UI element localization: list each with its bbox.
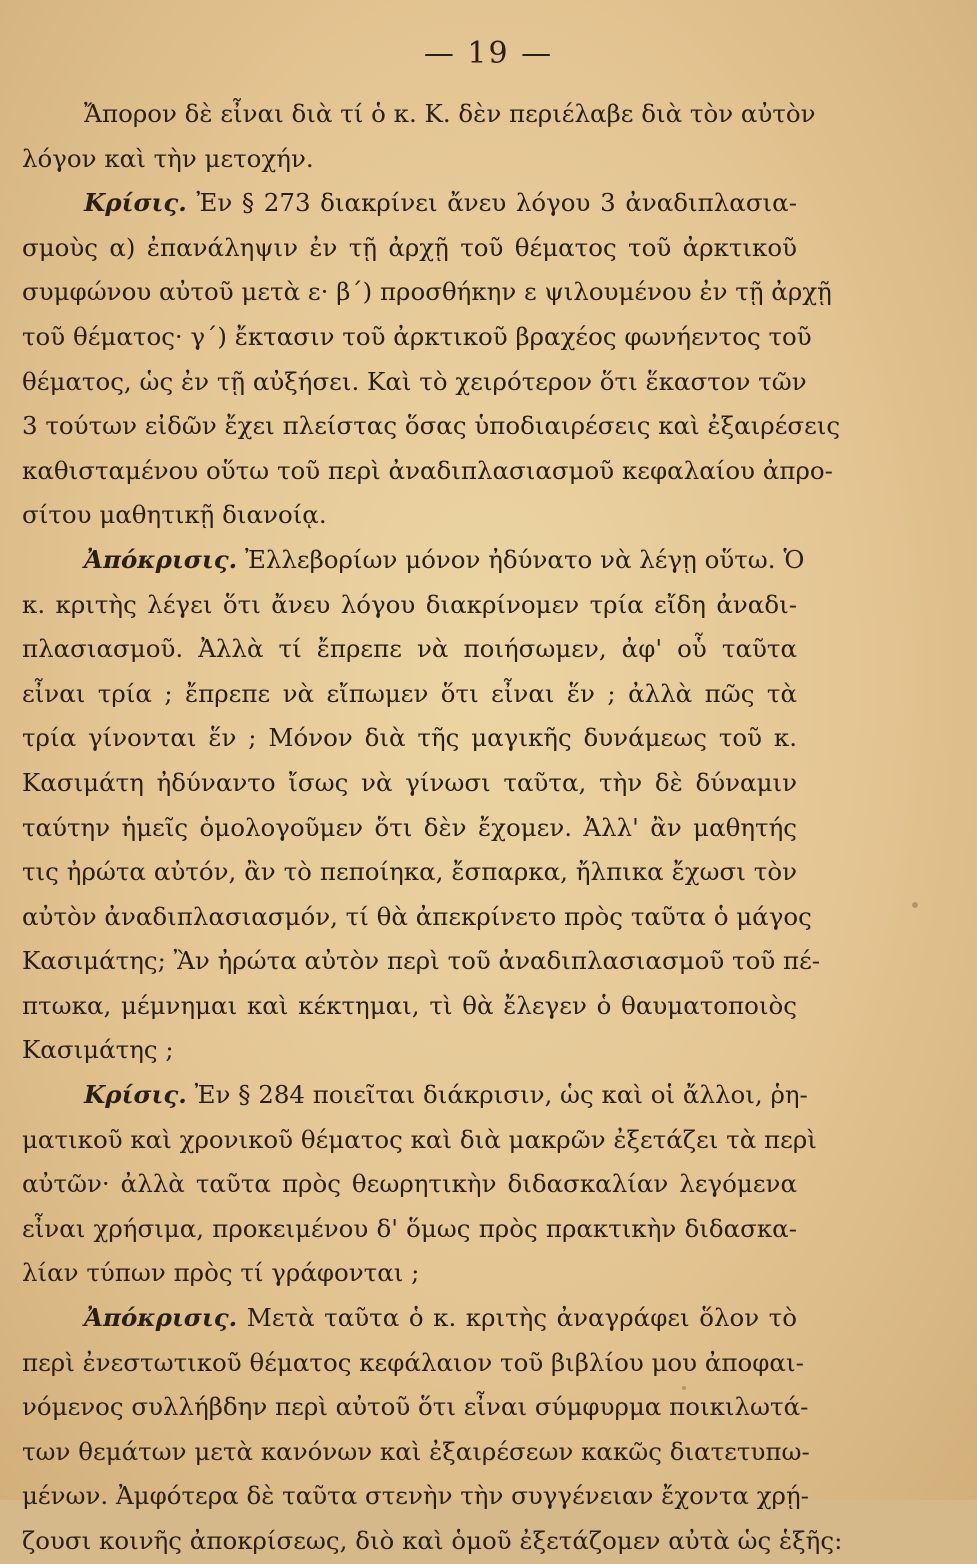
- line-text: λίαν τύπων πρὸς τί γράφονται ;: [22, 1258, 420, 1288]
- text-line: [22, 761, 797, 806]
- line-text: Ἐν § 273 διακρίνει ἄνευ λόγου 3 ἀναδιπλασια-: [196, 188, 797, 218]
- text-line: [22, 895, 812, 940]
- line-text: τοῦ θέματος· γ΄) ἔκτασιν τοῦ ἀρκτικοῦ βραχέος φωνήεντος τοῦ: [22, 321, 812, 351]
- text-line: [22, 493, 797, 538]
- text-line: [22, 1341, 804, 1386]
- text-line: [22, 1430, 810, 1475]
- line-text: νόμενος συλλήβδην περὶ αὐτοῦ ὅτι εἶναι σύμφυρμα ποικιλωτά-: [22, 1392, 809, 1422]
- paragraph: [22, 1073, 817, 1296]
- line-text: Κασιμάτης ;: [22, 1035, 174, 1065]
- text-line: [22, 270, 832, 315]
- line-text: Ἐλλεβορίων μόνον ἠδύνατο νὰ λέγῃ οὕτω. Ὁ: [244, 544, 805, 574]
- line-text: αὐτὸν ἀναδιπλασιασμόν, τί θὰ ἀπεκρίνετο πρὸς ταῦτα ὁ μάγος: [22, 901, 812, 931]
- line-text: κ. κριτὴς λέγει ὅτι ἄνευ λόγου διακρίνομεν τρία εἴδη ἀναδι-: [22, 589, 797, 619]
- line-text: τις ἠρώτα αὐτόν, ἂν τὸ πεποίηκα, ἔσπαρκα, ἤλπικα ἔχωσι τὸν: [22, 857, 797, 887]
- page-number: — 19 —: [423, 36, 554, 71]
- line-text: τρία γίνονται ἕν ; Μόνον διὰ τῆς μαγικῆς δυνάμεως τοῦ κ.: [22, 723, 797, 753]
- line-text: εἶναι τρία ; ἔπρεπε νὰ εἴπωμεν ὅτι εἶναι ἕν ; ἀλλὰ πῶς τὰ: [22, 678, 797, 708]
- text-line: [22, 1028, 797, 1073]
- line-text: Μετὰ ταῦτα ὁ κ. κριτὴς ἀναγράφει ὅλον τὸ: [246, 1303, 797, 1333]
- paragraph: [22, 92, 816, 181]
- text-line: [22, 137, 797, 182]
- line-text: ματικοῦ καὶ χρονικοῦ θέματος καὶ διὰ μακρῶν ἐξετάζει τὰ περὶ: [22, 1124, 817, 1154]
- text-line: [22, 1474, 809, 1519]
- line-text: πλασιασμοῦ. Ἀλλὰ τί ἔπρεπε νὰ ποιήσωμεν, ἀφ' οὗ ταῦτα: [22, 634, 797, 664]
- section-label: Ἀπόκρισις.: [84, 1303, 238, 1333]
- text-line: [22, 583, 797, 628]
- paragraph: [22, 1296, 843, 1564]
- line-text: Κασιμάτη ἠδύναντο ἴσως νὰ γίνωσι ταῦτα, τὴν δὲ δύναμιν: [22, 767, 797, 797]
- text-line: [22, 1073, 808, 1118]
- text-line: [22, 1251, 797, 1296]
- text-line: [22, 850, 797, 895]
- text-line: [22, 226, 797, 271]
- section-label: Ἀπόκρισις.: [84, 544, 238, 574]
- line-text: καθισταμένου οὕτω τοῦ περὶ ἀναδιπλασιασμοῦ κεφαλαίου ἀπρο-: [22, 455, 833, 485]
- paper-speck: [682, 1386, 686, 1390]
- text-line: [22, 806, 797, 851]
- paper-speck: [912, 902, 918, 908]
- line-text: μένων. Ἀμφότερα δὲ ταῦτα στενὴν τὴν συγγένειαν ἔχοντα χρῄ-: [22, 1481, 809, 1511]
- line-text: πτωκα, μέμνημαι καὶ κέκτημαι, τὶ θὰ ἔλεγεν ὁ θαυματοποιὸς: [22, 990, 797, 1020]
- text-line: [22, 1385, 809, 1430]
- line-text: σμοὺς α) ἐπανάληψιν ἐν τῇ ἀρχῇ τοῦ θέματος τοῦ ἀρκτικοῦ: [22, 232, 797, 262]
- line-text: ταύτην ἡμεῖς ὁμολογοῦμεν ὅτι δὲν ἔχομεν. Ἀλλ' ἂν μαθητής: [22, 812, 797, 842]
- text-line: [22, 627, 797, 672]
- paragraph: [22, 538, 821, 1073]
- text-line: [22, 716, 797, 761]
- line-text: Ἐν § 284 ποιεῖται διάκρισιν, ὡς καὶ οἱ ἄλλοι, ῥη-: [194, 1080, 808, 1110]
- line-text: συμφώνου αὐτοῦ μετὰ ε· β΄) προσθήκην ε ψιλουμένου ἐν τῇ ἀρχῇ: [22, 277, 832, 307]
- text-line: [22, 939, 821, 984]
- text-line: [22, 1296, 797, 1341]
- line-text: θέματος, ὡς ἐν τῇ αὐξήσει. Καὶ τὸ χειρότερον ὅτι ἕκαστον τῶν: [22, 366, 807, 396]
- text-line: [22, 181, 797, 226]
- line-text: 3 τούτων εἰδῶν ἔχει πλείστας ὅσας ὑποδιαιρέσεις καὶ ἐξαιρέσεις: [22, 411, 841, 441]
- body-text: [22, 92, 843, 1564]
- section-label: Κρίσις.: [84, 1080, 187, 1110]
- line-text: αὐτῶν· ἀλλὰ ταῦτα πρὸς θεωρητικὴν διδασκαλίαν λεγόμενα: [22, 1169, 797, 1199]
- line-text: Ἄπορον δὲ εἶναι διὰ τί ὁ κ. Κ. δὲν περιέλαβε διὰ τὸν αὐτὸν: [84, 99, 816, 128]
- line-text: εἶναι χρήσιμα, προκειμένου δ' ὅμως πρὸς πρακτικὴν διδασκα-: [22, 1213, 797, 1243]
- text-line: [22, 360, 807, 405]
- text-line: [22, 1519, 843, 1564]
- line-text: σίτου μαθητικῇ διανοίᾳ.: [22, 500, 327, 530]
- line-text: λόγον καὶ τὴν μετοχήν.: [22, 143, 314, 173]
- text-line: [22, 1118, 817, 1163]
- paragraph: [22, 181, 841, 538]
- section-label: Κρίσις.: [84, 188, 187, 218]
- line-text: των θεμάτων μετὰ κανόνων καὶ ἐξαιρέσεων κακῶς διατετυπω-: [22, 1436, 810, 1466]
- text-line: [22, 984, 797, 1029]
- line-text: ζουσι κοινῆς ἀποκρίσεως, διὸ καὶ ὁμοῦ ἐξετάζομεν αὐτὰ ὡς ἑξῆς:: [22, 1526, 843, 1555]
- text-line: [22, 449, 833, 494]
- text-line: [22, 1207, 797, 1252]
- line-text: Κασιμάτης; Ἂν ἠρώτα αὐτὸν περὶ τοῦ ἀναδιπλασιασμοῦ τοῦ πέ-: [22, 946, 821, 976]
- text-line: [22, 92, 816, 137]
- text-line: [22, 1162, 797, 1207]
- text-line: [22, 404, 841, 449]
- text-line: [22, 538, 805, 583]
- line-text: περὶ ἐνεστωτικοῦ θέματος κεφάλαιον τοῦ βιβλίου μου ἀποφαι-: [22, 1347, 804, 1377]
- text-line: [22, 672, 797, 717]
- text-line: [22, 315, 812, 360]
